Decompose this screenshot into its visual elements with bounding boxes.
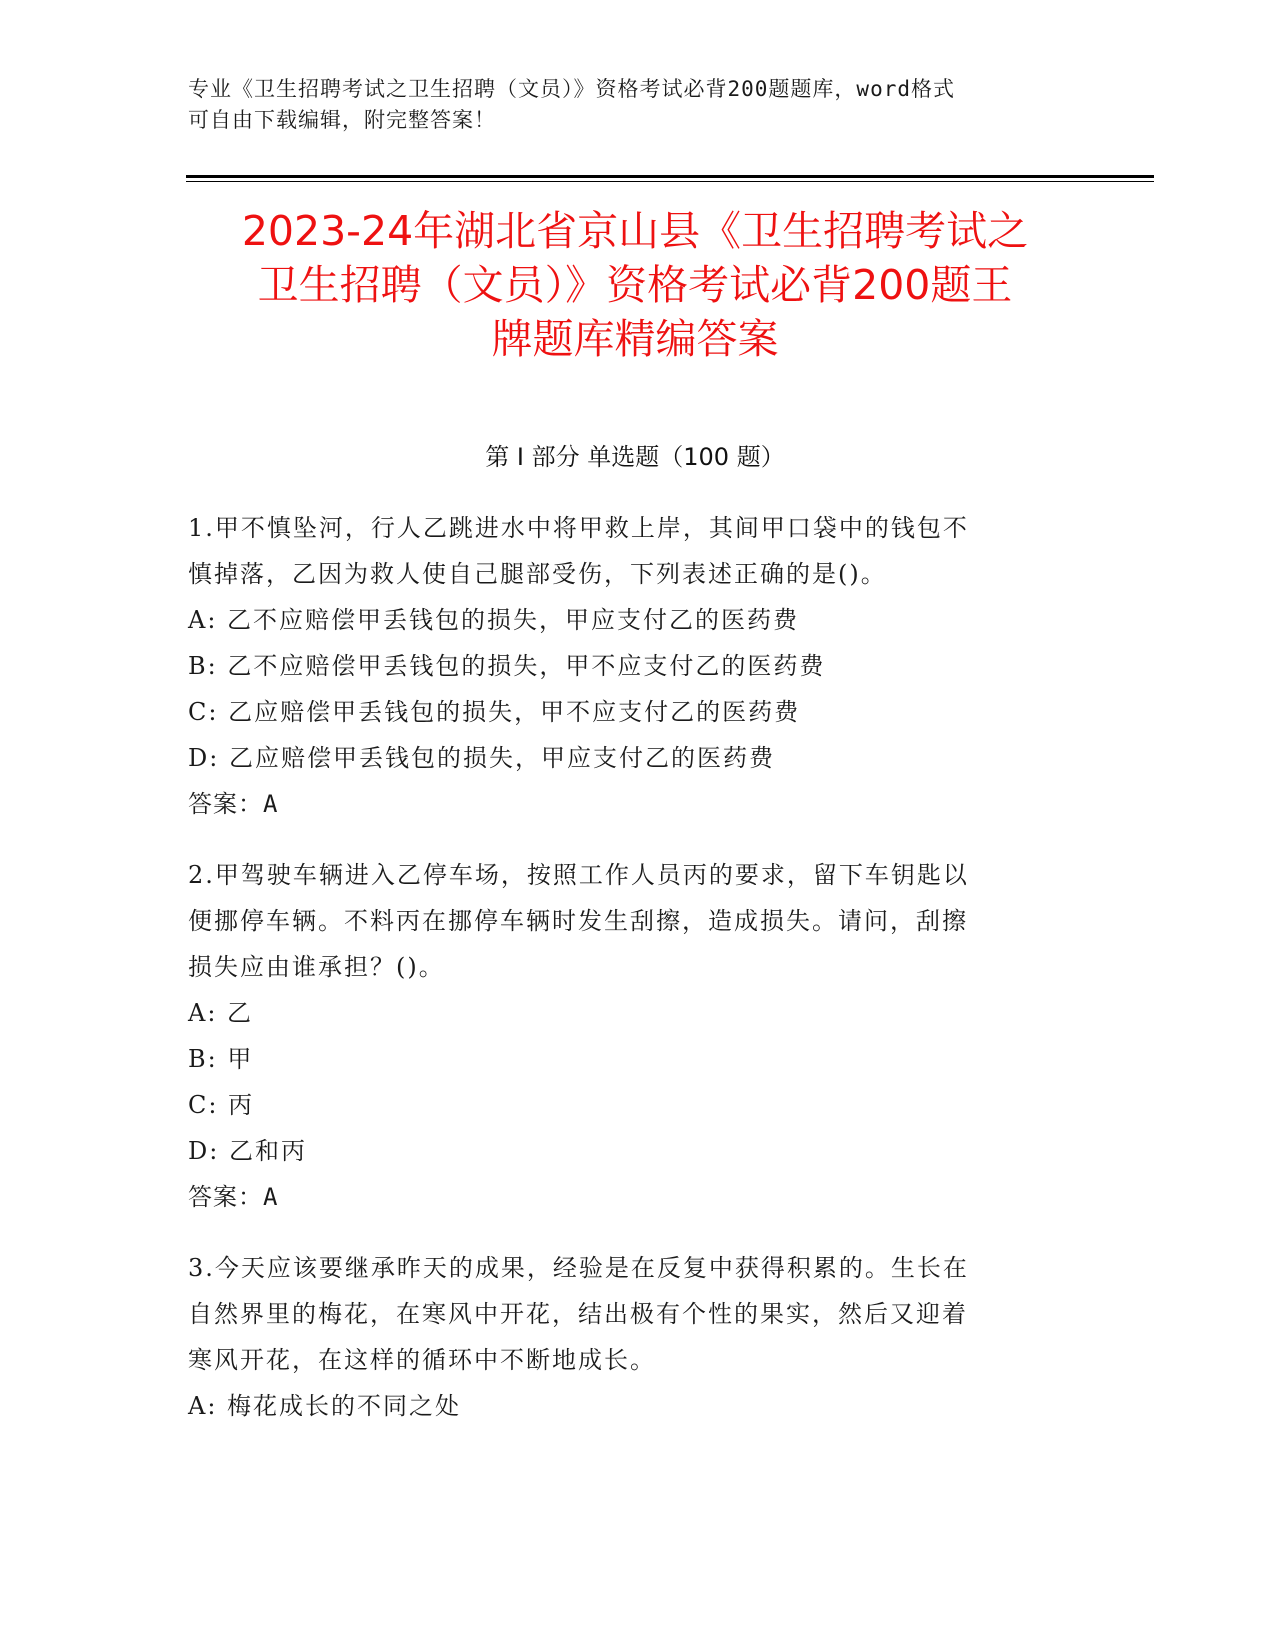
- question-2: [188, 852, 1068, 1220]
- header-note-line: 专业《卫生招聘考试之卫生招聘（文员）》资格考试必背200题题库，word格式: [188, 77, 955, 101]
- option-c: C: 丙: [188, 1091, 255, 1119]
- option-a: A: 乙: [188, 999, 254, 1027]
- section-title: 第 I 部分 单选题（100 题）: [485, 443, 785, 471]
- question-text-line: 便挪停车辆。不料丙在挪停车辆时发生刮擦，造成损失。请问，刮擦: [188, 907, 968, 935]
- question-text-line: 损失应由谁承担？()。: [188, 953, 445, 981]
- question-text-line: 3.今天应该要继承昨天的成果，经验是在反复中获得积累的。生长在: [188, 1254, 969, 1282]
- answer-value: A: [263, 1183, 279, 1211]
- header-note-line: 可自由下载编辑，附完整答案！: [188, 108, 496, 132]
- option-a: A: 乙不应赔偿甲丢钱包的损失，甲应支付乙的医药费: [188, 606, 800, 634]
- option-d: D: 乙应赔偿甲丢钱包的损失，甲应支付乙的医药费: [188, 744, 775, 772]
- option-a: A: 梅花成长的不同之处: [188, 1392, 462, 1420]
- answer-label: 答案：: [188, 1183, 263, 1211]
- title-line: 牌题库精编答案: [491, 315, 779, 363]
- header-divider-thin: [186, 181, 1154, 182]
- document-title: [150, 204, 1120, 366]
- header-divider-thick: [186, 175, 1154, 178]
- option-b: B: 乙不应赔偿甲丢钱包的损失，甲不应支付乙的医药费: [188, 652, 826, 680]
- answer-label: 答案：: [188, 790, 263, 818]
- title-line: 2023-24年湖北省京山县《卫生招聘考试之: [241, 207, 1029, 255]
- question-text-line: 寒风开花，在这样的循环中不断地成长。: [188, 1346, 656, 1374]
- answer: [188, 1174, 1068, 1220]
- title-line: 卫生招聘（文员）》资格考试必背200题王: [257, 261, 1013, 309]
- question-1: [188, 505, 1068, 827]
- answer-value: A: [263, 790, 279, 818]
- option-b: B: 甲: [188, 1045, 254, 1073]
- option-c: C: 乙应赔偿甲丢钱包的损失，甲不应支付乙的医药费: [188, 698, 801, 726]
- option-d: D: 乙和丙: [188, 1137, 307, 1165]
- question-text-line: 慎掉落，乙因为救人使自己腿部受伤，下列表述正确的是()。: [188, 560, 887, 588]
- question-3: [188, 1245, 1068, 1429]
- header-note: [188, 74, 1068, 136]
- question-text-line: 2.甲驾驶车辆进入乙停车场，按照工作人员丙的要求，留下车钥匙以: [188, 861, 969, 889]
- answer: [188, 781, 1068, 827]
- question-text-line: 1.甲不慎坠河，行人乙跳进水中将甲救上岸，其间甲口袋中的钱包不: [188, 514, 969, 542]
- question-text-line: 自然界里的梅花，在寒风中开花，结出极有个性的果实，然后又迎着: [188, 1300, 968, 1328]
